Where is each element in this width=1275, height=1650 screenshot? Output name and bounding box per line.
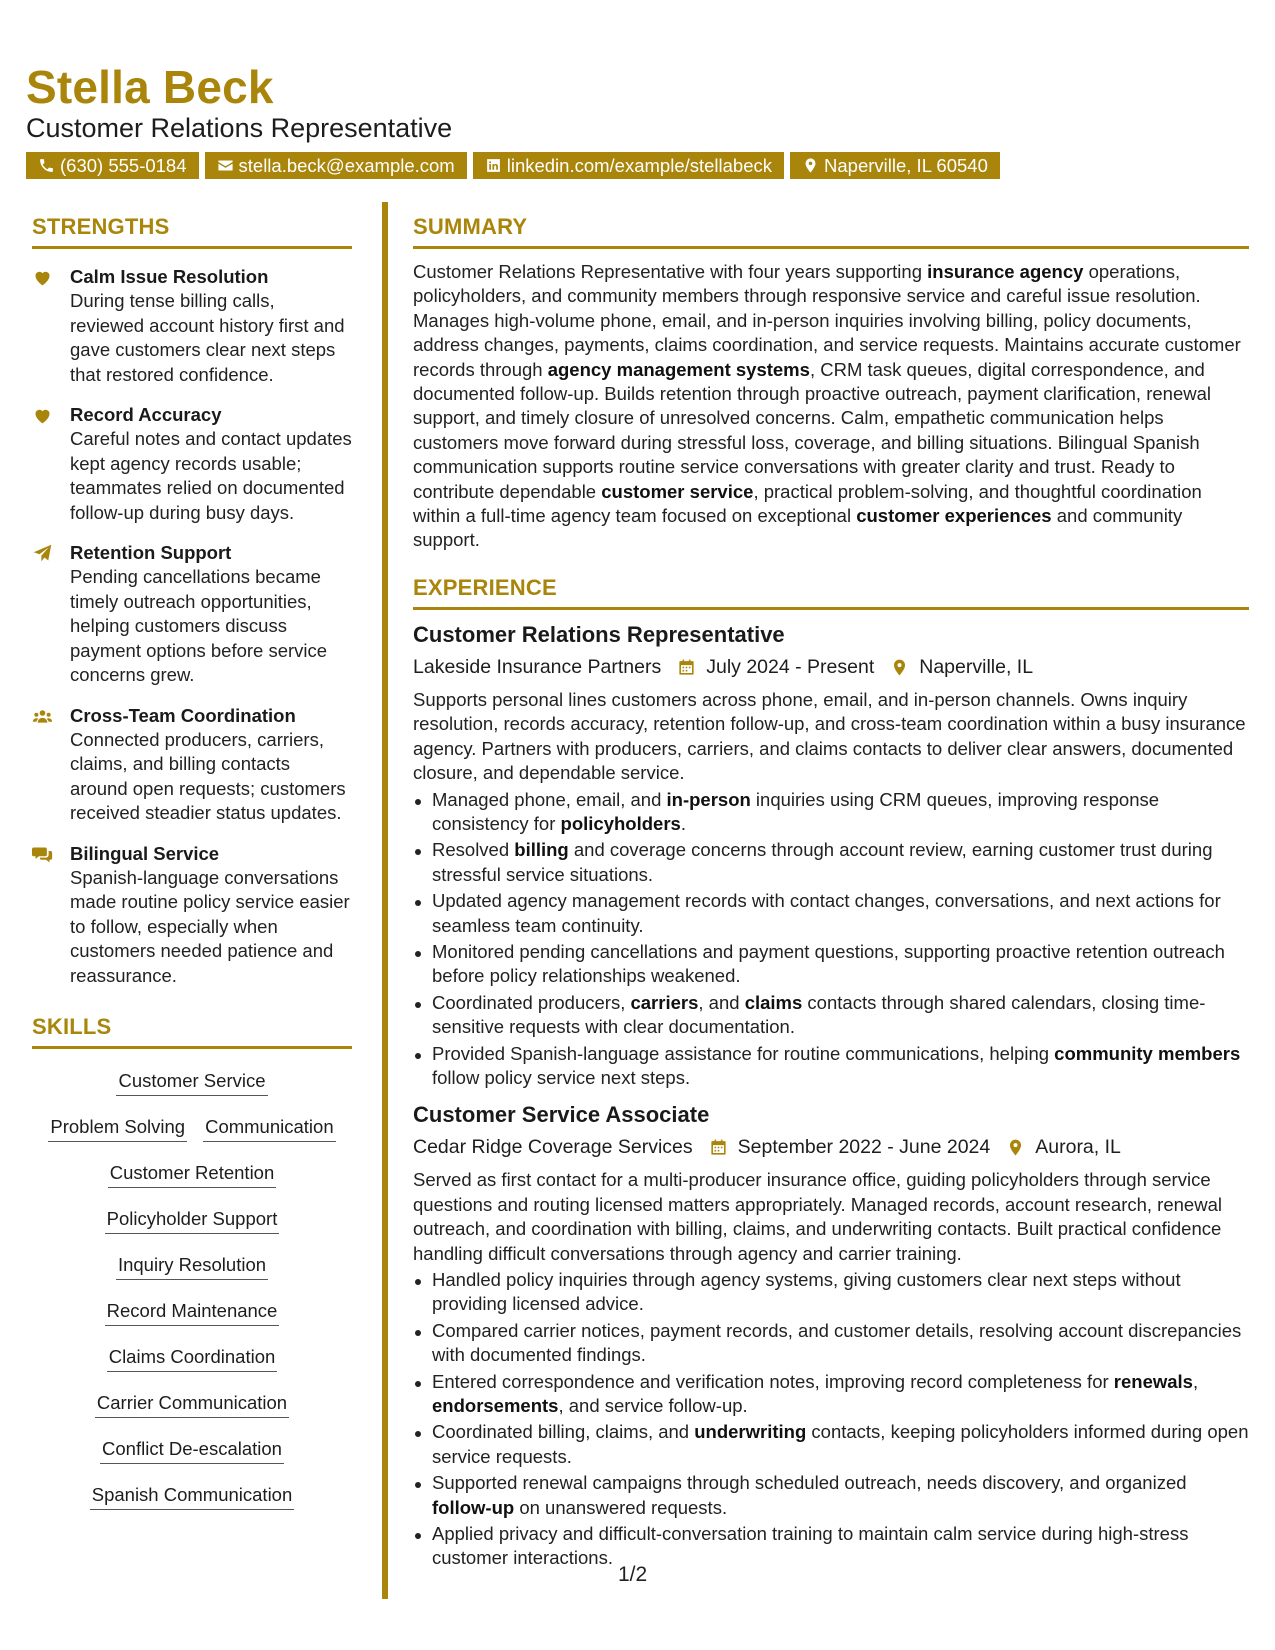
- job-entry: [413, 1102, 1249, 1571]
- skill-tag: Communication: [203, 1113, 336, 1142]
- contact-bar: [26, 152, 1006, 179]
- bold-keyword: claims: [744, 991, 803, 1013]
- job-role: Customer Relations Representative: [413, 621, 785, 647]
- strength-text: Pending cancellations became timely outreach opportunities, helping customers discuss payment options before service concerns grew.: [70, 566, 328, 685]
- summary-heading: SUMMARY: [413, 214, 1249, 249]
- text-segment: , and service follow-up.: [558, 1395, 748, 1417]
- summary-text: [413, 260, 1249, 553]
- contact-location[interactable]: [790, 152, 1000, 179]
- left-column: [32, 214, 352, 1519]
- strength-text: Connected producers, carriers, claims, and billing contacts around open requests; customers received steadier status updates.: [70, 728, 346, 823]
- text-segment: operations, policyholders, and community members through responsive service and careful issue resolution. Manages high-volume phone, email, and in-person inquiries involving billing, policy documents, address changes, payments, claims coordination, and service requests. Maintains accurate customer records through: [413, 261, 1241, 380]
- map-marker-icon: [890, 658, 909, 677]
- bold-keyword: in-person: [666, 788, 751, 810]
- strength-text: Spanish-language conversations made routine policy service easier to follow, especially when customers needed patience and reassurance.: [70, 866, 350, 986]
- bold-keyword: endorsements: [432, 1395, 559, 1417]
- contact-linkedin-text: linkedin.com/example/stellabeck: [506, 155, 773, 176]
- job-bullets: [413, 788, 1249, 1091]
- skill-tag: Problem Solving: [48, 1113, 187, 1142]
- calendar-icon: [677, 658, 696, 677]
- job-role: Customer Service Associate: [413, 1102, 710, 1128]
- job-bullet: [413, 1471, 1249, 1520]
- job-bullet: [413, 788, 1249, 837]
- contact-email-text: stella.beck@example.com: [238, 155, 455, 176]
- job-dates: September 2022 - June 2024: [737, 1136, 991, 1159]
- job-meta: [413, 1136, 1249, 1159]
- strength-item: [32, 265, 352, 387]
- job-description: Supports personal lines customers across phone, email, and in-person channels. Owns inquiry resolution, records accuracy, retention follow-up, and cross-team coordination within a busy insurance agency. Partners with producers, carriers, and claims contacts to deliver clear answers, documented closure, and dependable service.: [413, 688, 1246, 784]
- bold-keyword: customer service: [601, 480, 754, 502]
- skills-list: [32, 1059, 352, 1519]
- text-segment: Supported renewal campaigns through scheduled outreach, needs discovery, and organized: [432, 1472, 1187, 1494]
- job-bullet: [413, 838, 1249, 887]
- text-segment: Provided Spanish-language assistance for routine communications, helping: [432, 1042, 1055, 1064]
- calendar-icon: [709, 1138, 728, 1157]
- skill-tag: Customer Service: [116, 1067, 267, 1096]
- bold-keyword: renewals: [1113, 1370, 1193, 1392]
- job-bullet: [413, 1319, 1249, 1368]
- text-segment: Entered correspondence and verification notes, improving record completeness for: [432, 1370, 1114, 1392]
- map-marker-icon: [1006, 1138, 1025, 1157]
- job-entry: [413, 622, 1249, 1091]
- contact-email[interactable]: [205, 152, 467, 179]
- heart-icon: [32, 267, 53, 288]
- text-segment: , CRM task queues, digital correspondence, and documented follow-up. Builds retention through proactive outreach, payment clarification, renewal support, and timely closure of unresolved concerns. Calm, empathetic communication helps customers move forward during stressful loss, coverage, and billing situations. Bilingual Spanish communication supports routine service conversations with greater clarity and trust. Ready to contribute dependable: [413, 358, 1212, 502]
- skill-tag: Conflict De-escalation: [100, 1435, 284, 1464]
- text-segment: Managed phone, email, and: [432, 788, 667, 810]
- text-segment: follow policy service next steps.: [432, 1066, 691, 1088]
- strength-text: Careful notes and contact updates kept agency records usable; teammates relied on documented follow-up during busy days.: [70, 428, 352, 523]
- job-company: Cedar Ridge Coverage Services: [413, 1136, 693, 1159]
- bold-keyword: agency management systems: [547, 358, 810, 380]
- heart-icon: [32, 405, 53, 426]
- job-bullet: [413, 1370, 1249, 1419]
- bold-keyword: underwriting: [694, 1421, 807, 1443]
- job-bullet: [413, 991, 1249, 1040]
- contact-location-text: Naperville, IL 60540: [824, 155, 988, 176]
- job-bullet: [413, 940, 1249, 989]
- job-meta: [413, 656, 1249, 679]
- skill-tag: Customer Retention: [108, 1159, 277, 1188]
- text-segment: Customer Relations Representative with four years supporting: [413, 261, 928, 282]
- phone-icon: [38, 157, 55, 174]
- text-segment: , and: [698, 991, 745, 1013]
- linkedin-icon: [485, 157, 502, 174]
- job-bullets: [413, 1268, 1249, 1571]
- strength-title: Cross-Team Coordination: [70, 704, 296, 726]
- job-location: Aurora, IL: [1035, 1136, 1121, 1159]
- text-segment: and community support.: [413, 505, 1183, 551]
- text-segment: Applied privacy and difficult-conversation training to maintain calm service during high-stress customer interactions.: [432, 1523, 1189, 1569]
- comments-icon: [32, 844, 53, 865]
- strength-title: Calm Issue Resolution: [70, 266, 269, 287]
- strength-title: Retention Support: [70, 542, 232, 563]
- text-segment: Monitored pending cancellations and payment questions, supporting proactive retention outreach before policy relationships weakened.: [432, 940, 1225, 987]
- job-bullet: [413, 1268, 1249, 1317]
- text-segment: inquiries using CRM queues, improving response consistency for: [432, 788, 1160, 834]
- map-marker-icon: [802, 157, 819, 174]
- text-segment: Resolved: [432, 839, 515, 861]
- strength-item: [32, 541, 352, 688]
- skill-tag: Carrier Communication: [95, 1389, 289, 1418]
- contact-linkedin[interactable]: [473, 152, 784, 179]
- strength-item: [32, 842, 352, 989]
- skill-tag: Record Maintenance: [105, 1297, 280, 1326]
- strengths-heading: STRENGTHS: [32, 214, 352, 249]
- strength-text: During tense billing calls, reviewed account history first and gave customers clear next steps that restored confidence.: [70, 290, 345, 385]
- strength-title: Record Accuracy: [70, 404, 222, 425]
- skills-heading: SKILLS: [32, 1014, 352, 1049]
- text-segment: Handled policy inquiries through agency systems, giving customers clear next steps without providing licensed advice.: [432, 1269, 1181, 1315]
- bold-keyword: customer experiences: [856, 505, 1052, 527]
- text-segment: on unanswered requests.: [514, 1496, 728, 1518]
- job-company: Lakeside Insurance Partners: [413, 655, 662, 678]
- job-bullet: [413, 1522, 1249, 1571]
- column-divider: [382, 202, 388, 1599]
- users-icon: [32, 706, 53, 727]
- skill-tag: Claims Coordination: [107, 1343, 278, 1372]
- text-segment: Updated agency management records with contact changes, conversations, and next actions for seamless team continuity.: [432, 890, 1221, 936]
- strength-item: [32, 403, 352, 525]
- job-bullet: [413, 1420, 1249, 1469]
- strength-item: [32, 704, 352, 826]
- skill-tag: Spanish Communication: [90, 1481, 295, 1510]
- text-segment: ,: [1192, 1370, 1199, 1392]
- skill-tag: Inquiry Resolution: [116, 1251, 268, 1280]
- text-segment: Coordinated producers,: [432, 991, 631, 1013]
- text-segment: contacts, keeping policyholders informed during open service requests.: [432, 1421, 1249, 1467]
- bold-keyword: insurance agency: [927, 261, 1084, 282]
- page-indicator: 1/2: [618, 1563, 648, 1586]
- candidate-title: Customer Relations Representative: [26, 113, 453, 143]
- text-segment: contacts through shared calendars, closing time-sensitive requests with clear documentation.: [432, 991, 1206, 1038]
- job-dates: July 2024 - Present: [706, 655, 875, 678]
- skill-tag: Policyholder Support: [105, 1205, 280, 1234]
- envelope-icon: [217, 157, 234, 174]
- contact-phone-text: (630) 555-0184: [60, 155, 187, 176]
- bold-keyword: policyholders: [560, 812, 681, 834]
- text-segment: , practical problem-solving, and thoughtful coordination within a full-time agency team focused on exceptional: [413, 480, 1202, 527]
- text-segment: and coverage concerns through account review, earning customer trust during stressful service situations.: [432, 839, 1213, 885]
- job-bullet: [413, 1042, 1249, 1091]
- paper-plane-icon: [32, 543, 53, 564]
- bold-keyword: follow-up: [432, 1496, 515, 1518]
- job-location: Naperville, IL: [919, 655, 1034, 678]
- bold-keyword: billing: [514, 839, 569, 861]
- job-bullet: [413, 889, 1249, 938]
- right-column: [413, 214, 1249, 1573]
- contact-phone[interactable]: [26, 152, 199, 179]
- text-segment: Compared carrier notices, payment records, and customer details, resolving account discrepancies with documented findings.: [432, 1319, 1242, 1366]
- bold-keyword: carriers: [630, 991, 699, 1013]
- text-segment: Coordinated billing, claims, and: [432, 1421, 695, 1443]
- strength-title: Bilingual Service: [70, 842, 220, 864]
- job-description: Served as first contact for a multi-producer insurance office, guiding policyholders through service questions and routing licensed matters appropriately. Managed records, account research, renewal outreach, and coordination with billing, claims, and underwriting contacts. Built practical confidence handling difficult conversations through agency and carrier training.: [413, 1169, 1222, 1264]
- experience-heading: EXPERIENCE: [413, 575, 1249, 610]
- bold-keyword: community members: [1054, 1042, 1241, 1064]
- text-segment: .: [680, 812, 686, 834]
- candidate-name: Stella Beck: [26, 61, 274, 113]
